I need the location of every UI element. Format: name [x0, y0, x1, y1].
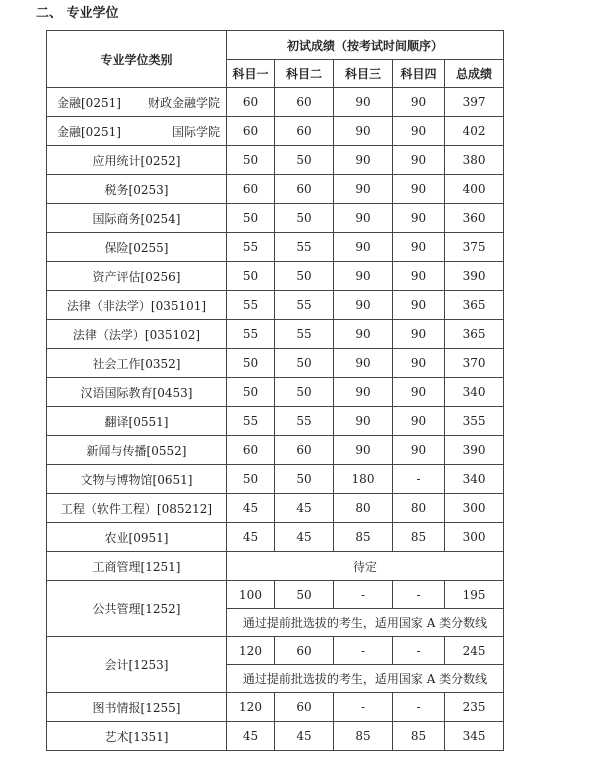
score-cell: 50 [275, 378, 334, 407]
table-row [47, 349, 504, 378]
score-cell: - [393, 465, 445, 494]
score-cell: 90 [393, 175, 445, 204]
score-cell: 90 [334, 291, 393, 320]
table-row-label: 保险[0255] [47, 233, 227, 262]
score-group-header: 初试成绩（按考试时间顺序） [227, 31, 504, 60]
score-cell: 100 [227, 581, 275, 609]
score-cell: 55 [275, 320, 334, 349]
table-row [47, 494, 504, 523]
table-row [47, 722, 504, 751]
score-cell: 195 [445, 581, 504, 609]
score-cell: 90 [393, 291, 445, 320]
score-cell: 90 [334, 436, 393, 465]
table-row [47, 436, 504, 465]
score-cell: 355 [445, 407, 504, 436]
score-cell: 55 [227, 320, 275, 349]
table-row [47, 204, 504, 233]
table-row-label: 艺术[1351] [47, 722, 227, 751]
subject-header: 科目一 [227, 60, 275, 88]
program-name: 金融[0251] [57, 124, 121, 139]
score-cell: 60 [275, 436, 334, 465]
score-cell: 60 [227, 88, 275, 117]
score-cell: 90 [393, 262, 445, 291]
score-cell: 50 [275, 581, 334, 609]
table-row-label: 公共管理[1252] [47, 581, 227, 637]
score-cell: 55 [275, 291, 334, 320]
table-row [47, 378, 504, 407]
score-cell: - [334, 693, 393, 722]
score-cell: 45 [275, 722, 334, 751]
table-row-label [47, 117, 227, 146]
score-cell: 50 [275, 204, 334, 233]
score-cell: - [393, 693, 445, 722]
score-cell: 90 [334, 349, 393, 378]
score-cell: 345 [445, 722, 504, 751]
score-cell: 55 [227, 407, 275, 436]
table-row-label: 新闻与传播[0552] [47, 436, 227, 465]
score-cell: 300 [445, 494, 504, 523]
score-cell: 90 [334, 88, 393, 117]
score-table [46, 30, 504, 751]
table-row-label: 法律（法学）[035102] [47, 320, 227, 349]
subject-header: 科目四 [393, 60, 445, 88]
score-cell: 90 [393, 233, 445, 262]
table-row-label: 税务[0253] [47, 175, 227, 204]
score-cell: 120 [227, 693, 275, 722]
score-cell: 400 [445, 175, 504, 204]
score-cell: 390 [445, 262, 504, 291]
table-row-label: 应用统计[0252] [47, 146, 227, 175]
score-cell: 45 [275, 494, 334, 523]
score-cell: 397 [445, 88, 504, 117]
score-cell: 85 [393, 523, 445, 552]
score-cell: 55 [275, 233, 334, 262]
table-row [47, 117, 504, 146]
score-cell: 60 [275, 693, 334, 722]
table-row-label: 农业[0951] [47, 523, 227, 552]
score-cell: 90 [334, 320, 393, 349]
score-cell: 55 [227, 233, 275, 262]
table-row-label: 资产评估[0256] [47, 262, 227, 291]
score-cell: 55 [227, 291, 275, 320]
score-cell: 90 [334, 407, 393, 436]
school-name: 财政金融学院 [147, 95, 220, 110]
table-row [47, 262, 504, 291]
section-title: 二、 专业学位 [36, 6, 119, 21]
score-cell: 380 [445, 146, 504, 175]
table-row-label [47, 88, 227, 117]
table-row [47, 523, 504, 552]
score-cell: 340 [445, 465, 504, 494]
score-cell: 50 [227, 349, 275, 378]
score-cell: 365 [445, 291, 504, 320]
subject-header: 科目二 [275, 60, 334, 88]
subject-header: 科目三 [334, 60, 393, 88]
score-cell: 375 [445, 233, 504, 262]
score-cell: 50 [227, 262, 275, 291]
score-cell: 50 [227, 146, 275, 175]
score-cell: 360 [445, 204, 504, 233]
score-cell: 90 [393, 349, 445, 378]
score-cell: 45 [227, 722, 275, 751]
score-cell: 85 [393, 722, 445, 751]
table-row-label: 汉语国际教育[0453] [47, 378, 227, 407]
table-row-label: 工商管理[1251] [47, 552, 227, 581]
score-cell: 55 [275, 407, 334, 436]
score-cell: 90 [334, 233, 393, 262]
program-name: 金融[0251] [57, 95, 121, 110]
score-cell: 365 [445, 320, 504, 349]
score-cell: 120 [227, 637, 275, 665]
score-cell: 80 [393, 494, 445, 523]
score-cell: 90 [393, 320, 445, 349]
score-cell: - [334, 581, 393, 609]
score-cell: 90 [334, 262, 393, 291]
cutoff-note: 通过提前批选拔的考生，适用国家 A 类分数线 [227, 665, 504, 693]
score-cell: 60 [275, 88, 334, 117]
score-cell: 80 [334, 494, 393, 523]
score-cell: 90 [393, 204, 445, 233]
table-row [47, 407, 504, 436]
table-row [47, 291, 504, 320]
table-row [47, 320, 504, 349]
score-cell: 90 [393, 378, 445, 407]
score-cell: 60 [275, 175, 334, 204]
score-cell: 300 [445, 523, 504, 552]
score-cell: 45 [227, 494, 275, 523]
score-cell: 390 [445, 436, 504, 465]
score-cell: 90 [334, 378, 393, 407]
score-cell: 60 [275, 637, 334, 665]
score-cell: 50 [275, 465, 334, 494]
score-cell: 90 [393, 88, 445, 117]
score-cell: 90 [334, 117, 393, 146]
score-cell: 245 [445, 637, 504, 665]
score-cell: 60 [275, 117, 334, 146]
score-cell: 90 [393, 407, 445, 436]
table-row [47, 233, 504, 262]
table-row-label: 社会工作[0352] [47, 349, 227, 378]
score-cell: 45 [227, 523, 275, 552]
table-row-label: 法律（非法学）[035101] [47, 291, 227, 320]
score-cell: 45 [275, 523, 334, 552]
score-cell: 90 [334, 146, 393, 175]
score-cell: 50 [227, 378, 275, 407]
score-cell: 340 [445, 378, 504, 407]
score-cell: 50 [275, 146, 334, 175]
cutoff-note: 通过提前批选拔的考生，适用国家 A 类分数线 [227, 609, 504, 637]
score-cell: 90 [393, 436, 445, 465]
score-cell: 402 [445, 117, 504, 146]
pending-note: 待定 [227, 552, 504, 581]
score-cell: 60 [227, 117, 275, 146]
table-row [47, 693, 504, 722]
score-cell: 90 [393, 117, 445, 146]
score-cell: 60 [227, 175, 275, 204]
score-cell: - [393, 637, 445, 665]
score-cell: 370 [445, 349, 504, 378]
table-row-label: 翻译[0551] [47, 407, 227, 436]
score-cell: 180 [334, 465, 393, 494]
table-row [47, 88, 504, 117]
score-cell: 90 [334, 204, 393, 233]
table-row-label: 文物与博物馆[0651] [47, 465, 227, 494]
score-cell: 50 [227, 204, 275, 233]
score-cell: 50 [275, 349, 334, 378]
score-cell: 50 [275, 262, 334, 291]
score-cell: - [393, 581, 445, 609]
table-row [47, 465, 504, 494]
score-cell: 235 [445, 693, 504, 722]
category-header: 专业学位类别 [47, 31, 227, 88]
score-cell: - [334, 637, 393, 665]
score-cell: 90 [334, 175, 393, 204]
table-row-label: 会计[1253] [47, 637, 227, 693]
score-cell: 50 [227, 465, 275, 494]
score-cell: 85 [334, 523, 393, 552]
table-row [47, 146, 504, 175]
subject-header: 总成绩 [445, 60, 504, 88]
score-cell: 85 [334, 722, 393, 751]
table-row [47, 175, 504, 204]
table-row-label: 图书情报[1255] [47, 693, 227, 722]
school-name: 国际学院 [171, 124, 220, 139]
table-row-label: 工程（软件工程）[085212] [47, 494, 227, 523]
score-cell: 60 [227, 436, 275, 465]
score-cell: 90 [393, 146, 445, 175]
table-row-label: 国际商务[0254] [47, 204, 227, 233]
